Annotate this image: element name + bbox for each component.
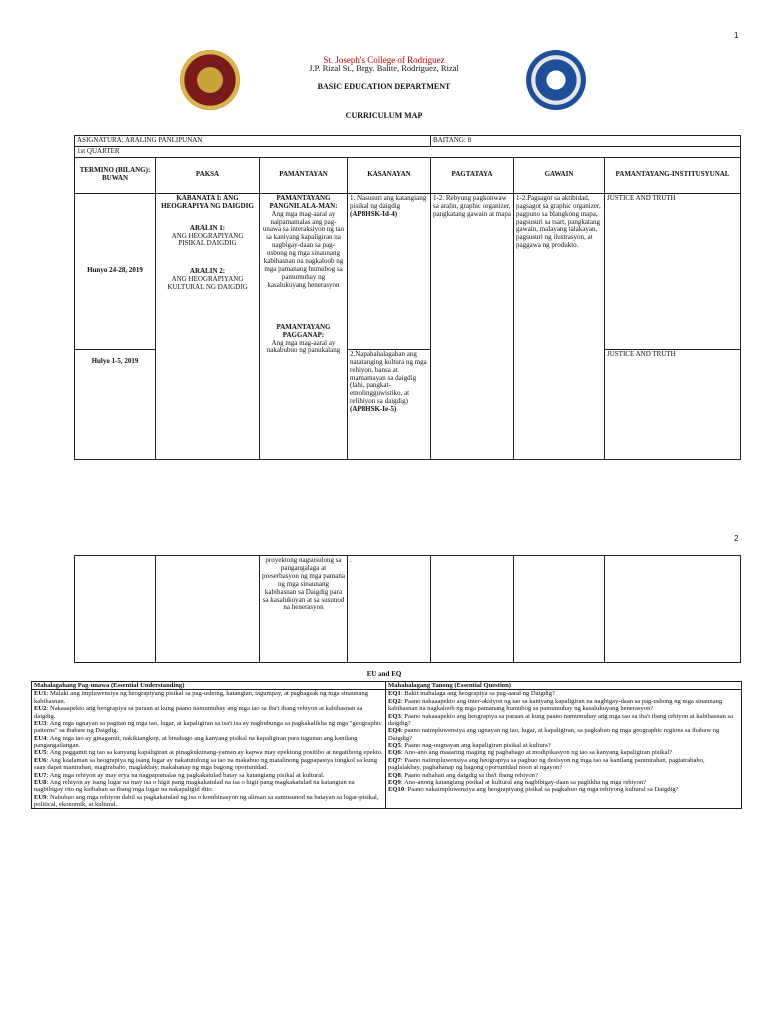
department-title: BASIC EDUCATION DEPARTMENT [317, 82, 451, 91]
pangnilalaman-text: Ang mga mag-aaral ay naipamamalas ang pag-unawa sa interaksiyon ng tao sa kaniyang kapaligiran na nagbigay-daan sa pag-usbong ng mga sinaunang kabihasnan na nagkaloob ng mga pamanang humubog sa pamumuhay ng kasalukuyang henerasyon [262, 209, 345, 289]
eu-item-code: EU5 [34, 749, 47, 757]
eq-item-text: : paano naimpluwensiya ang ugnayan ng tao, lugar, at kapaligiran, sa pagkabuo ng mga geographic regions sa ibabaw ng Daigdig? [388, 727, 720, 742]
eu-item-text: : Ang mga tao ay ginagamit, nakikiangkop, at binabago ang kanyang pisikal na kapaligiran para tugunan ang kanilang pangangailangan. [34, 734, 358, 749]
termino-cell: Hulyo 1-5, 2019 [75, 349, 156, 459]
eq-item-code: EQ5 [388, 742, 401, 749]
eu-item-code: EU7 [34, 771, 47, 779]
eq-item-text: : Paano naiimpluwensiya ang heograpiya sa pagbuo ng desisyon ng mga tao sa kanilang paninirahan, pagtatrabaho, paglalakbay, paghahanap ng bagong oportunidad noon at ngayon? [388, 756, 705, 772]
eq-item-code: EQ9 [388, 778, 401, 786]
eu-item-text: : Nabubuo ang mga rehiyon dahil sa pagkakatulad ng isa o kombinasyon ng aliman sa sumusunod na batayan sa lugar-pisikal, political, ekonomik, at kultural. [34, 793, 379, 808]
eu-item-text: : Nakaaapekto ang heograpiya sa paraan at kung paano namumuhay ang mga tao sa iba't ibang rehiyon at kabihasnan sa daigdig. [34, 705, 363, 720]
eq-item-code: EQ2 [388, 697, 401, 705]
eq-item-text: : Ano-anong katangiang pisikal at kultural ang nagbibigay-daan sa paglikha ng mga rehiyon? [400, 778, 647, 786]
pagganap-text: Ang mga mag-aaral ay nakabubuo ng panukalang [266, 338, 341, 355]
eu-item [34, 794, 383, 809]
eq-item [388, 698, 739, 713]
eq-item-text: : Paano nakaaapekto ang inter-aksiyon ng tao sa kaniyang kapaligiran na nagbigay-daan sa pag-usbong ng mga sinaunang kabihasnan na nagkaloob ng mga pamanang humubog sa pamumuhay ng kasalukuyang henerasyon? [388, 697, 723, 713]
page-number: 2 [734, 534, 739, 543]
kasanayan-cell [348, 349, 431, 459]
column-header: GAWAIN [514, 157, 605, 193]
eq-item-code: EQ3 [388, 712, 401, 720]
pagganap-title: PAMANTAYANG PAGGANAP: [276, 322, 331, 339]
page-number: 1 [734, 31, 739, 40]
eq-item-code: EQ1 [388, 690, 401, 698]
kasanayan-2-code: (AP8HSK-Ie-5) [350, 405, 397, 414]
eu-list [32, 690, 386, 809]
eq-item-code: EQ10 [388, 786, 405, 794]
asignatura-cell: ASIGNATURA: ARALING PANLIPUNAN [75, 136, 431, 147]
eu-item [34, 779, 383, 794]
eq-item-text: : Paano nakaaapekto ang heograpiya sa paraan at kung paano namumuhay ang mga tao sa iba't ibang rehiyon at kabihasnan sa daigdig? [388, 712, 734, 727]
eu-item-code: EU9 [34, 793, 47, 801]
eq-item [388, 757, 739, 772]
kabanata-title: KABANATA I: ANG HEOGRAPIYA NG DAIGDIG [161, 193, 254, 210]
eq-item [388, 742, 739, 749]
eu-item [34, 690, 383, 705]
eq-header: Mahahalagang Tanong (Essential Question) [386, 682, 742, 690]
kasanayan-1: 1. Nasusuri ang katangiang pisikal ng daigdig [350, 193, 427, 210]
kasanayan-2: 2.Napahahalagahan ang natatanging kultura ng mga rehiyon, bansa at mamamayan sa daigdig (lahi, pangkat-etnolingguwistiko, at relihiyon sa daigdig) [350, 349, 427, 406]
eq-item [388, 772, 739, 779]
eq-item [388, 690, 739, 697]
eq-item [388, 779, 739, 786]
eq-item [388, 727, 739, 742]
baitang-cell: BAITANG: 8 [431, 136, 741, 147]
eu-item-code: EU8 [34, 778, 47, 786]
pamantayan-cell [260, 193, 348, 459]
eu-item-text: : Ang mga rehiyon ay may erya na nagpapamalas ng pagkakatulad batay sa katangiang pisikal at kultural. [46, 771, 325, 779]
school-name: St. Joseph's College of Rodriguez [323, 55, 445, 65]
curriculum-map-table-continued [74, 555, 741, 663]
school-address: J.P. Rizal St., Brgy. Balite, Rodriguez, Rizal [309, 63, 459, 73]
eu-item-text: : Ang rehiyon ay isang lugar na may isa o higit pang magkakatulad na isa o higit pang magkakatulad na katangian na nagbibigay rito ng kaibahan sa ibang mga lugar na nakapaligid dito. [34, 778, 355, 794]
pangnilalaman-title: PAMANTAYANG PANGNILALA-MAN: [269, 193, 338, 210]
eu-item-code: EU4 [34, 734, 47, 742]
column-header: PAMANTAYAN [260, 157, 348, 193]
pagtataya-cell: 1-2. Rebyung pagkonwaw sa aralin, graphic organizer, pangkatang gawain at mapa [431, 193, 514, 459]
termino-cell [75, 556, 156, 663]
eq-item-text: : Bakit mahalaga ang heograpiya sa pag-aaral ng Daigdig? [400, 690, 555, 698]
column-header: TERMINO (BILANG): BUWAN [75, 157, 156, 193]
eu-item [34, 749, 383, 756]
aralin1-text: ANG HEOGRAPIYANG PISIKAL DAIGDIG [171, 231, 244, 248]
column-header: PAGTATAYA [431, 157, 514, 193]
eu-item-text: : Ang kaalaman sa heograpiya ng isang lugar ay nakatutulong sa tao na makabuo ng matalinong pagpapasiya tungkol sa kung saan dapat manirahan, magtrabaho, maglakbay, makahanap ng mga bagong oportunidad. [34, 756, 377, 772]
eq-item-code: EQ4 [388, 727, 401, 735]
eu-item-text: : Ang paggamit ng tao sa kanyang kapaligiran at pinagkukunang-yaman ay kapwa may epektong positibo at negatibong epekto. [46, 749, 383, 757]
paksa-cell [156, 193, 260, 459]
document-title: CURRICULUM MAP [345, 111, 423, 120]
eq-item-code: EQ8 [388, 771, 401, 779]
pagtataya-cell [431, 556, 514, 663]
column-header: PAMANTAYANG-INSTITUSYUNAL [605, 157, 741, 193]
eq-item [388, 713, 739, 728]
kasanayan-1-code: (AP8HSK-Id-4) [350, 209, 398, 218]
aralin2-title: ARALIN 2: [189, 267, 226, 276]
curriculum-map-table [74, 135, 741, 460]
institusyunal-cell [605, 556, 741, 663]
eu-item-code: EU1 [34, 690, 47, 698]
paksa-cell [156, 556, 260, 663]
eu-item-code: EU2 [34, 705, 47, 713]
eu-item [34, 772, 383, 779]
eu-item [34, 720, 383, 735]
eq-item-text: : Paano nahahati ang daigdig sa iba't ibang rehiyon? [400, 771, 538, 779]
column-header: KASANAYAN [348, 157, 431, 193]
eu-item-text: : Ang mga ugnayan sa pagitan ng mga tao, lugar, at kapaligiran sa isa't isa ay nagbubunga sa pagkakalikha ng mga "geographic patterns" sa ibabaw ng Daigdig. [34, 719, 382, 735]
eq-item-text: : Paano nakaimpluwensiya ang heograpiyang pisikal sa pagkabuo ng mga rehiyong kultural sa Daigdig? [404, 786, 679, 794]
kasanayan-cell [348, 193, 431, 349]
eu-eq-title: EU and EQ [366, 670, 402, 678]
gawain-cell: 1-2.Pagsagot sa aktibidad, pagsagot sa graphic organizer, pagpuno sa blangkong mapa, pagsusuri sa tsart, pangkatang gawain, malayang talakayan, pagsusuri ng ilustrasyon, at paggawa ng produkto. [514, 193, 605, 459]
column-header: PAKSA [156, 157, 260, 193]
eq-item-text: : Paano nag-uugnayan ang kapaligiran pisikal at kultura? [400, 742, 551, 749]
eq-list [386, 690, 742, 809]
eu-header: Mahalagahang Pag-unawa (Essential Understanding) [32, 682, 386, 690]
eu-item-code: EU3 [34, 719, 47, 727]
kasanayan-continued: . [348, 556, 431, 663]
eq-item [388, 786, 739, 793]
aralin1-title: ARALIN 1: [189, 223, 226, 232]
eq-item-code: EQ6 [388, 749, 401, 757]
eu-item-text: : Malaki ang impluwensiya ng heograpiyang pisikal sa pag-usbong, katangian, tagumpay, at pagbagsak ng mga sinaunang kabihasnan. [34, 690, 368, 705]
eq-item [388, 749, 739, 756]
quarter-cell: 1st QUARTER [75, 146, 741, 157]
institusyunal-cell: JUSTICE AND TRUTH [605, 349, 741, 459]
institusyunal-cell: JUSTICE AND TRUTH [605, 193, 741, 349]
eu-item-code: EU6 [34, 756, 47, 764]
eq-item-code: EQ7 [388, 756, 401, 764]
eu-item [34, 735, 383, 750]
eu-item [34, 705, 383, 720]
eu-item [34, 757, 383, 772]
termino-cell: Hunyo 24-28, 2019 [75, 193, 156, 349]
aralin2-text: ANG HEOGRAPIYANG KULTURAL NG DAIGDIG [167, 275, 248, 292]
eu-eq-table [31, 681, 742, 809]
eq-item-text: : Ano-ano ang maaaring maging ng pagbabago at modipikasyon ng tao sa kanyang kapaligiran pisikal? [400, 749, 673, 757]
pagganap-continued: proyektong nagsusulong sa pangangalaga at preserbasyon ng mga pamana ng mga sinaunang kabihasnan sa Daigdig para sa kasalukuyan at sa susunod na henerasyon [260, 556, 348, 663]
gawain-cell [514, 556, 605, 663]
